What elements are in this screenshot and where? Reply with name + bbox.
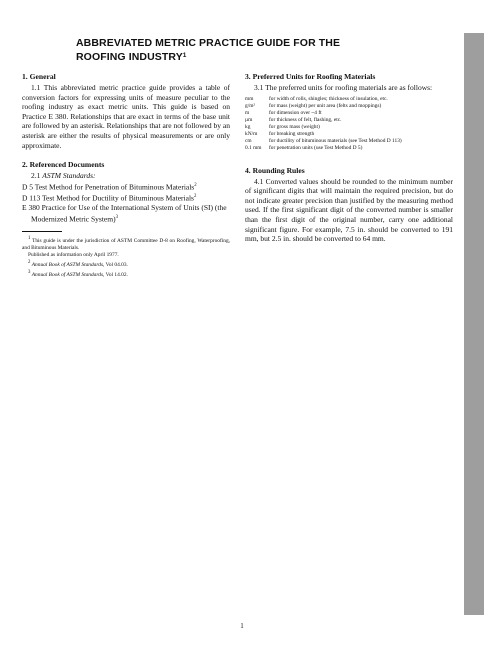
units-table-row: [245, 124, 402, 131]
units-table-row: [245, 117, 402, 124]
footnote-2: [22, 259, 230, 269]
units-table: [245, 96, 402, 152]
unit-description: for thickness of felt, flashing, etc.: [269, 116, 342, 123]
footnotes: [22, 235, 230, 278]
footnote-2-mark: 2: [28, 259, 31, 265]
unit-description: for gross mass (weight): [269, 123, 320, 130]
reference-item: [22, 181, 230, 192]
units-table-row: [245, 145, 402, 152]
section-general-paragraph: 1.1 This abbreviated metric practice guide provides a table of conversion factors for expressing units of measure peculiar to the roofing industry as exact metric units. This guide is based on Practice E 380. Relationships that are exact in terms of the base unit are followed by an asterisk. Relationships that are not followed by an asterisk are either the results of physical measurements or are only approximate.: [22, 83, 230, 150]
unit-description: for breaking strength: [269, 130, 315, 137]
title-line-1: ABBREVIATED METRIC PRACTICE GUIDE FOR THE: [76, 37, 341, 49]
footnote-3-mark: 3: [28, 269, 31, 275]
section-general-heading: 1. General: [22, 72, 56, 81]
footnote-2-volume: , Vol 04.03.: [103, 261, 128, 268]
footnote-3: [22, 269, 230, 279]
document-title: [76, 36, 376, 64]
footnote-divider: [22, 231, 62, 232]
unit-description: for penetration units (use Test Method D 5): [269, 144, 363, 151]
unit-cell: mm: [245, 95, 254, 102]
unit-cell: m: [245, 109, 250, 116]
units-table-row: [245, 110, 402, 117]
units-table-row: [245, 138, 402, 145]
references-intro: [22, 171, 230, 181]
units-table-row: [245, 103, 402, 110]
reference-item-text: D 113 Test Method for Ductility of Bituminous Materials: [22, 193, 194, 203]
reference-item-text: E 380 Practice for Use of the International System of Units (SI) (the Modernized Metric System): [22, 202, 227, 224]
unit-description: for dimension over ~4 ft: [269, 109, 322, 116]
units-table-row: [245, 96, 402, 103]
unit-description: for mass (weight) per unit area (felts and moppings): [269, 102, 382, 109]
footnote-3-book: Annual Book of ASTM Standards: [31, 271, 104, 278]
unit-cell: g/m²: [245, 102, 256, 109]
section-rounding-paragraph: 4.1 Converted values should be rounded to the minimum number of significant digits that will maintain the required precision, but do not indicate greater precision than justified by the measuring method used. If the first significant digit of the converted number is smaller than the first digit of the original number, carry one additional significant figure. For example, 7.5 in. should be converted to 191 mm, but 2.5 in. should be converted to 64 mm.: [245, 176, 453, 244]
footnote-2-book: Annual Book of ASTM Standards: [31, 261, 104, 268]
reference-item-mark: 2: [194, 182, 197, 188]
left-column: [22, 72, 230, 224]
unit-description: for ductility of bituminous materials (see Test Method D 113): [269, 137, 402, 144]
section-rounding-heading: 4. Rounding Rules: [245, 165, 305, 175]
footnote-published: Published as information only April 1977.: [28, 251, 119, 258]
references-intro-number: 2.1: [31, 171, 41, 181]
reference-item-text: D 5 Test Method for Penetration of Bituminous Materials: [22, 182, 195, 192]
reference-item: [22, 203, 230, 224]
footnote-1-mark: 1: [28, 236, 31, 241]
section-preferred-units-heading: 3. Preferred Units for Roofing Materials: [245, 72, 376, 81]
section-references-heading: 2. Referenced Documents: [22, 160, 105, 170]
right-column: [245, 72, 453, 244]
unit-cell: 0.1 mm: [245, 144, 262, 151]
title-footnote-mark: 1: [182, 52, 187, 59]
unit-description: for width of rolls, shingles; thickness of insulation, etc.: [269, 95, 388, 102]
page-number: 1: [240, 622, 244, 630]
reference-item-mark: 2: [193, 193, 197, 199]
section-preferred-units-paragraph: 3.1 The preferred units for roofing materials are as follows:: [254, 83, 433, 92]
unit-cell: kN/m: [245, 130, 258, 137]
unit-cell: µm: [245, 116, 253, 123]
title-line-2: [76, 50, 376, 64]
unit-cell: cm: [245, 137, 252, 144]
footnote-1-text: This guide is under the jurisdiction of ASTM Committee D-8 on Roofing, Waterproofing, and Bituminous Materials.: [22, 237, 230, 251]
unit-cell: kg: [245, 123, 251, 130]
reference-item: [22, 192, 230, 203]
footnote-1: [22, 235, 230, 252]
references-intro-label: ASTM Standards:: [42, 171, 96, 181]
units-table-row: [245, 131, 402, 138]
reference-item-mark: 3: [115, 214, 118, 220]
title-line-2-text: ROOFING INDUSTRY: [76, 51, 183, 63]
page-edge-bar: [464, 33, 484, 615]
footnote-3-volume: , Vol 14.02.: [103, 271, 128, 278]
